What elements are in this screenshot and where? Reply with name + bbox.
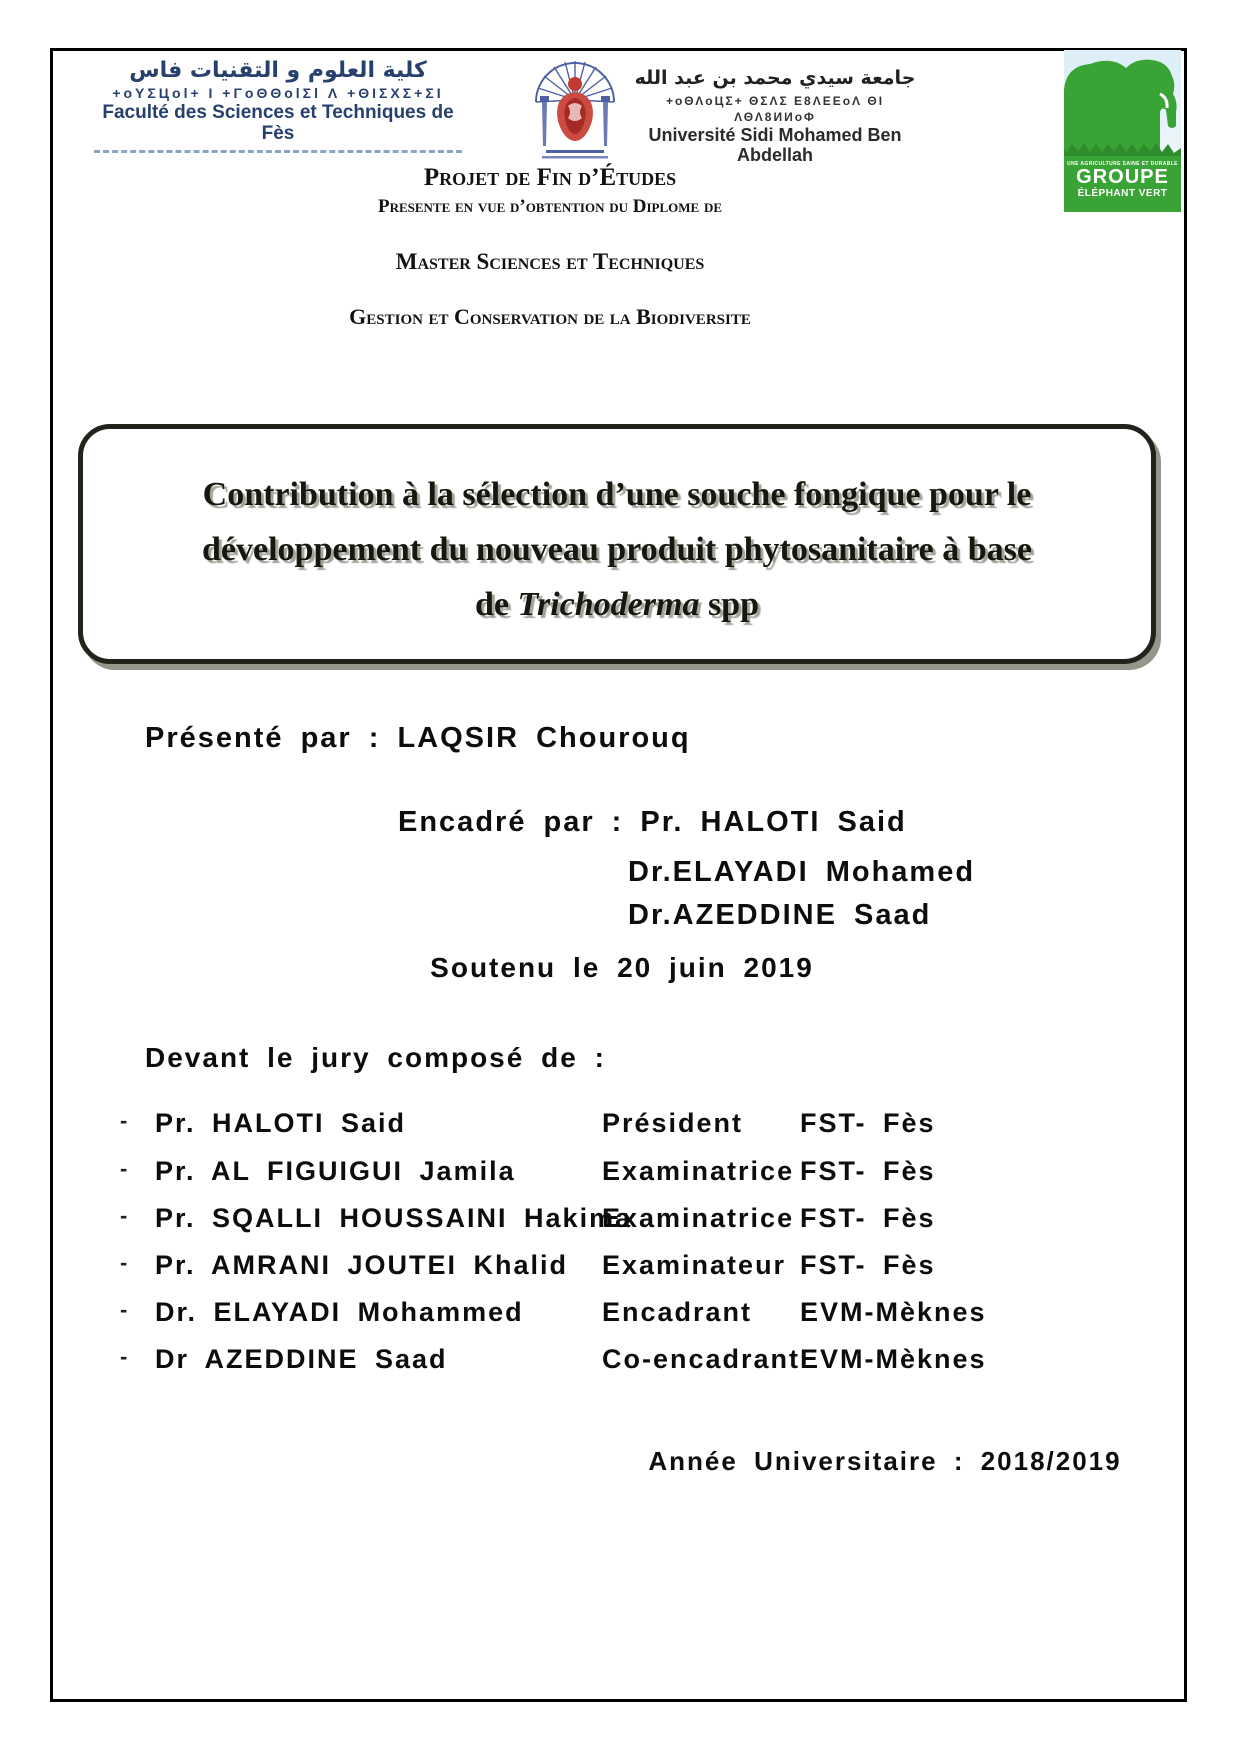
presented-by-line: Présenté par : LAQSIR Chourouq [145, 722, 691, 754]
jury-member-place: FST- Fès [800, 1156, 936, 1186]
usmba-french-name: Université Sidi Mohamed Ben Abdellah [648, 125, 902, 165]
jury-member-name: Pr. AL FIGUIGUI Jamila [155, 1156, 516, 1186]
list-dash: - [120, 1108, 130, 1133]
list-dash: - [120, 1203, 130, 1228]
university-seal-icon [528, 50, 622, 162]
jury-member-name: Pr. SQALLI HOUSSAINI Hakima [155, 1203, 633, 1233]
fst-tifinagh-name: +oYΣЦol+ I +ΓoΘΘolΣl Λ +ΘΙΣΧΣ+ΣΙ [112, 85, 444, 101]
elephant-vert-band [1064, 156, 1181, 212]
title-line-3: de Trichoderma spp [474, 586, 759, 623]
jury-member-place: FST- Fès [800, 1250, 936, 1280]
jury-member-role: Examinatrice [602, 1203, 795, 1233]
jury-member-place: EVM-Mèknes [800, 1344, 987, 1374]
fst-french-name: Faculté des Sciences et Techniques de Fès [102, 102, 454, 144]
jury-member-role: Président [602, 1108, 744, 1138]
jury-member-place: FST- Fès [800, 1203, 936, 1233]
supervised-by-line: Encadré par : Pr. HALOTI Said [398, 806, 907, 838]
degree-headings [90, 164, 1010, 330]
thesis-title-box [78, 424, 1156, 664]
fst-logo-block [92, 58, 464, 153]
list-dash: - [120, 1156, 130, 1181]
supervisor-3: Dr.AZEDDINE Saad [628, 899, 932, 931]
heading-presente: Presente en vue d’obtention du Diplome de [377, 196, 723, 217]
heading-gestion: Gestion et Conservation de la Biodiversite [349, 304, 751, 329]
fst-arabic-name: كلية العلوم و التقنيات فاس [129, 58, 427, 83]
elephant-icon [1064, 50, 1181, 156]
jury-heading: Devant le jury composé de : [145, 1042, 606, 1073]
jury-member-name: Pr. HALOTI Said [155, 1108, 407, 1138]
title-line-1: Contribution à la sélection d’une souche fongique pour le [202, 476, 1032, 513]
jury-member-name: Dr. ELAYADI Mohammed [155, 1297, 524, 1327]
heading-master: Master Sciences et Techniques [395, 249, 705, 274]
jury-member-role: Encadrant [602, 1297, 753, 1327]
usmba-arabic-name: جامعة سيدي محمد بن عبد الله [634, 67, 916, 89]
title-line-2: développement du nouveau produit phytosanitaire à base [202, 531, 1032, 568]
list-dash: - [120, 1344, 130, 1369]
elephant-vert-name-label: ÉLÉPHANT VERT [1077, 188, 1168, 199]
jury-member-place: FST- Fès [800, 1108, 936, 1138]
elephant-vert-logo [1064, 50, 1181, 212]
list-dash: - [120, 1297, 130, 1322]
academic-year-line: Année Universitaire : 2018/2019 [648, 1446, 1122, 1476]
fst-decorative-dashes [94, 149, 462, 153]
heading-projet: Projet de Fin d’Études [423, 164, 677, 191]
thesis-title [83, 467, 1151, 632]
usmba-tifinagh-name: +oΘΛoЦΣ+ ΘΣΛΣ Ε8ΛΕΕoΛ ΘΙ ΛΘΛ8ИИoΦ [665, 94, 885, 124]
jury-member-name: Dr AZEDDINE Saad [155, 1344, 448, 1374]
usmba-logo-block [630, 66, 920, 165]
title-species-italic: Trichoderma [517, 586, 700, 623]
jury-member-role: Examinateur [602, 1250, 787, 1280]
supervisor-2: Dr.ELAYADI Mohamed [628, 856, 976, 888]
elephant-vert-groupe-label: GROUPE [1076, 166, 1169, 188]
list-dash: - [120, 1250, 130, 1275]
defense-date-line: Soutenu le 20 juin 2019 [430, 952, 814, 983]
elephant-vert-tagline: UNE AGRICULTURE SAINE ET DURABLE [1067, 161, 1178, 167]
jury-member-role: Examinatrice [602, 1156, 795, 1186]
jury-member-name: Pr. AMRANI JOUTEI Khalid [155, 1250, 569, 1280]
jury-member-role: Co-encadrant [602, 1344, 801, 1374]
jury-member-place: EVM-Mèknes [800, 1297, 987, 1327]
